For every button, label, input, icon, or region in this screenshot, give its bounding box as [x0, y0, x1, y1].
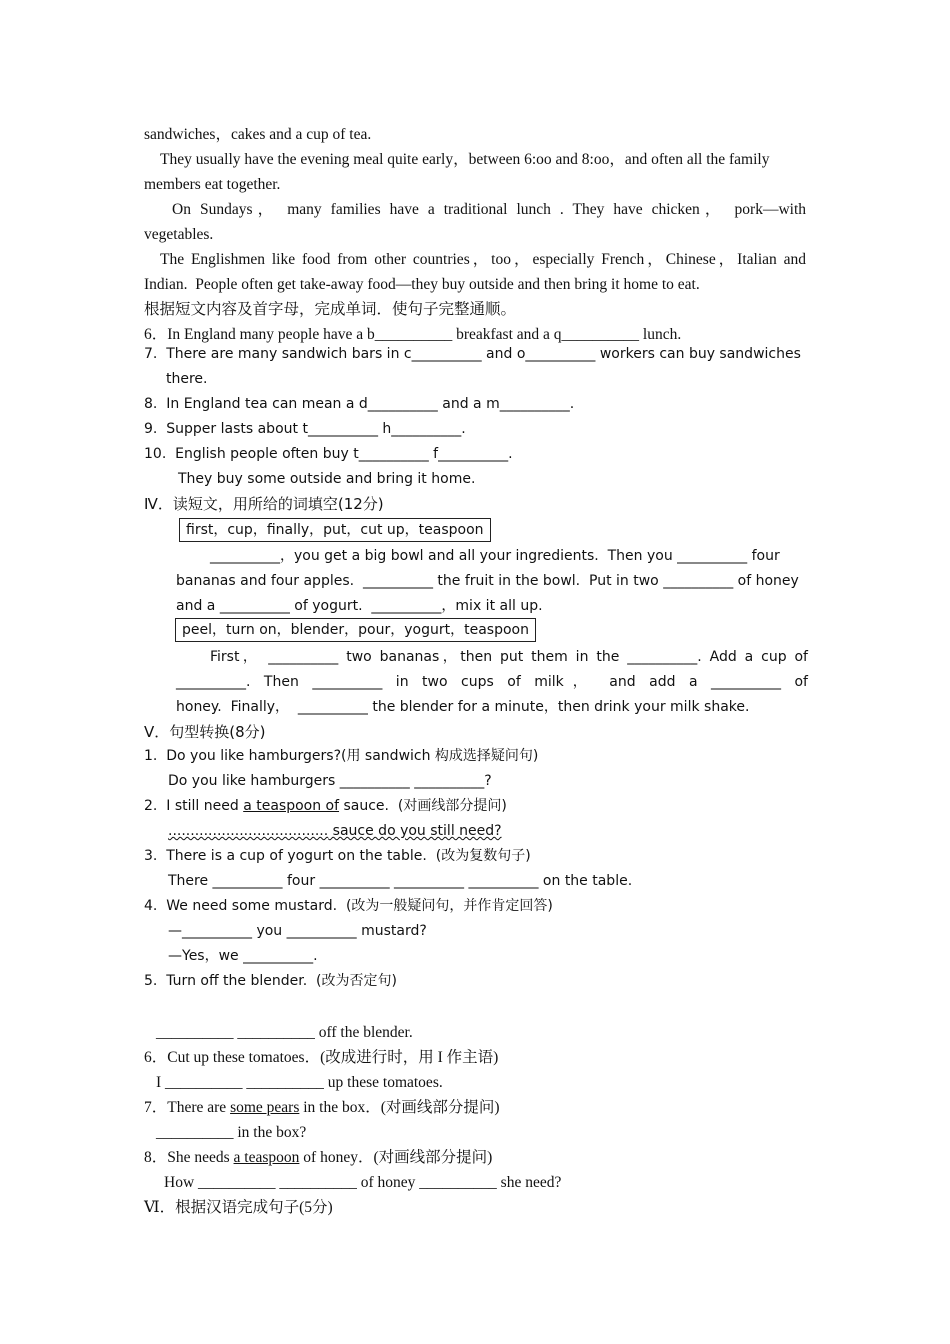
- q2-text: 2. I still need: [144, 798, 244, 814]
- transform-q8: [144, 1145, 492, 1170]
- transform-q3: 3. There is a cup of yogurt on the table. (改为复数句子): [144, 848, 531, 864]
- section-5-heading: Ⅴ．句型转换(8分): [144, 723, 266, 741]
- question-6: 6．In England many people have a b__________ breakfast and a q__________ lunch.: [144, 326, 682, 343]
- q2-dotted-blank: ....................................: [168, 823, 329, 839]
- transform-q1-answer: Do you like hamburgers __________ __________?: [168, 773, 492, 789]
- paragraph-line: and a __________ of yogurt. __________，mix it all up.: [176, 598, 543, 614]
- section-4-heading: Ⅳ．读短文，用所给的词填空(12分): [144, 495, 384, 513]
- q8-underlined: a teaspoon: [233, 1149, 300, 1166]
- passage-line: They usually have the evening meal quite early，between 6:oo and 8:oo，and often all the family: [160, 151, 770, 168]
- section-6-heading: Ⅵ．根据汉语完成句子(5分): [144, 1199, 333, 1216]
- instruction: 根据短文内容及首字母，完成单词．使句子完整通顺。: [144, 301, 517, 318]
- transform-q4: 4. We need some mustard. (改为一般疑问句，并作肯定回答): [144, 898, 553, 914]
- transform-q6-answer: I __________ __________ up these tomatoes.: [156, 1074, 443, 1091]
- paragraph-line: First， __________ two bananas，then put them in the __________. Add a cup of: [210, 649, 808, 665]
- transform-q7-answer: __________ in the box?: [156, 1124, 307, 1141]
- paragraph-line: bananas and four apples. __________ the fruit in the bowl. Put in two __________ of honey: [176, 573, 799, 589]
- question-9: 9. Supper lasts about t__________ h__________.: [144, 421, 466, 437]
- q2-answer-text: sauce do you still need?: [328, 823, 502, 839]
- question-10-cont: They buy some outside and bring it home.: [178, 471, 476, 487]
- transform-q2: [144, 794, 507, 819]
- transform-q7: [144, 1095, 500, 1120]
- q2-underlined: a teaspoon of: [243, 798, 340, 814]
- q8-text: 8．She needs: [144, 1149, 234, 1166]
- transform-q6: 6．Cut up these tomatoes．(改成进行时，用 I 作主语): [144, 1049, 499, 1066]
- transform-q8-answer: How __________ __________ of honey __________ she need?: [164, 1174, 562, 1191]
- passage-line: On Sundays， many families have a traditional lunch . They have chicken， pork—with: [172, 201, 806, 218]
- passage-line: sandwiches，cakes and a cup of tea.: [144, 126, 372, 143]
- question-10: 10. English people often buy t__________ f__________.: [144, 446, 513, 462]
- word-box-1: first，cup，finally，put，cut up，teaspoon: [179, 518, 491, 542]
- transform-q5: 5. Turn off the blender. (改为否定句): [144, 973, 397, 989]
- transform-q3-answer: There __________ four __________ __________ __________ on the table.: [168, 873, 633, 889]
- transform-q4-reply: —Yes，we __________.: [168, 948, 318, 964]
- paragraph-line: __________. Then __________ in two cups of milk， and add a __________ of: [176, 674, 808, 690]
- passage-line: members eat together.: [144, 176, 281, 193]
- question-8: 8. In England tea can mean a d__________ and a m__________.: [144, 396, 575, 412]
- passage-line: vegetables.: [144, 226, 214, 243]
- word-box-2: peel，turn on，blender，pour，yogurt，teaspoon: [175, 618, 536, 642]
- q2-instruction: sauce. (对画线部分提问): [339, 798, 507, 814]
- passage-line: The Englishmen like food from other countries，too，especially French，Chinese，Italian and: [160, 251, 806, 268]
- paragraph-line: __________，you get a big bowl and all your ingredients. Then you __________ four: [210, 548, 780, 564]
- paragraph-line: honey. Finally， __________ the blender for a minute，then drink your milk shake.: [176, 699, 750, 715]
- passage-line: Indian. People often get take-away food—they buy outside and then bring it home to eat.: [144, 276, 700, 293]
- transform-q1: 1. Do you like hamburgers?(用 sandwich 构成选择疑问句): [144, 748, 539, 764]
- q7-text: 7．There are: [144, 1099, 231, 1116]
- q7-underlined: some pears: [230, 1099, 300, 1116]
- transform-q2-answer: [168, 819, 502, 844]
- q7-instruction: in the box．(对画线部分提问): [299, 1099, 500, 1116]
- question-7: 7. There are many sandwich bars in c__________ and o__________ workers can buy sandwiches: [144, 346, 801, 362]
- transform-q4-answer: —__________ you __________ mustard?: [168, 923, 427, 939]
- transform-q5-answer: __________ __________ off the blender.: [156, 1024, 413, 1041]
- question-7-cont: there.: [166, 371, 208, 387]
- q8-instruction: of honey．(对画线部分提问): [299, 1149, 493, 1166]
